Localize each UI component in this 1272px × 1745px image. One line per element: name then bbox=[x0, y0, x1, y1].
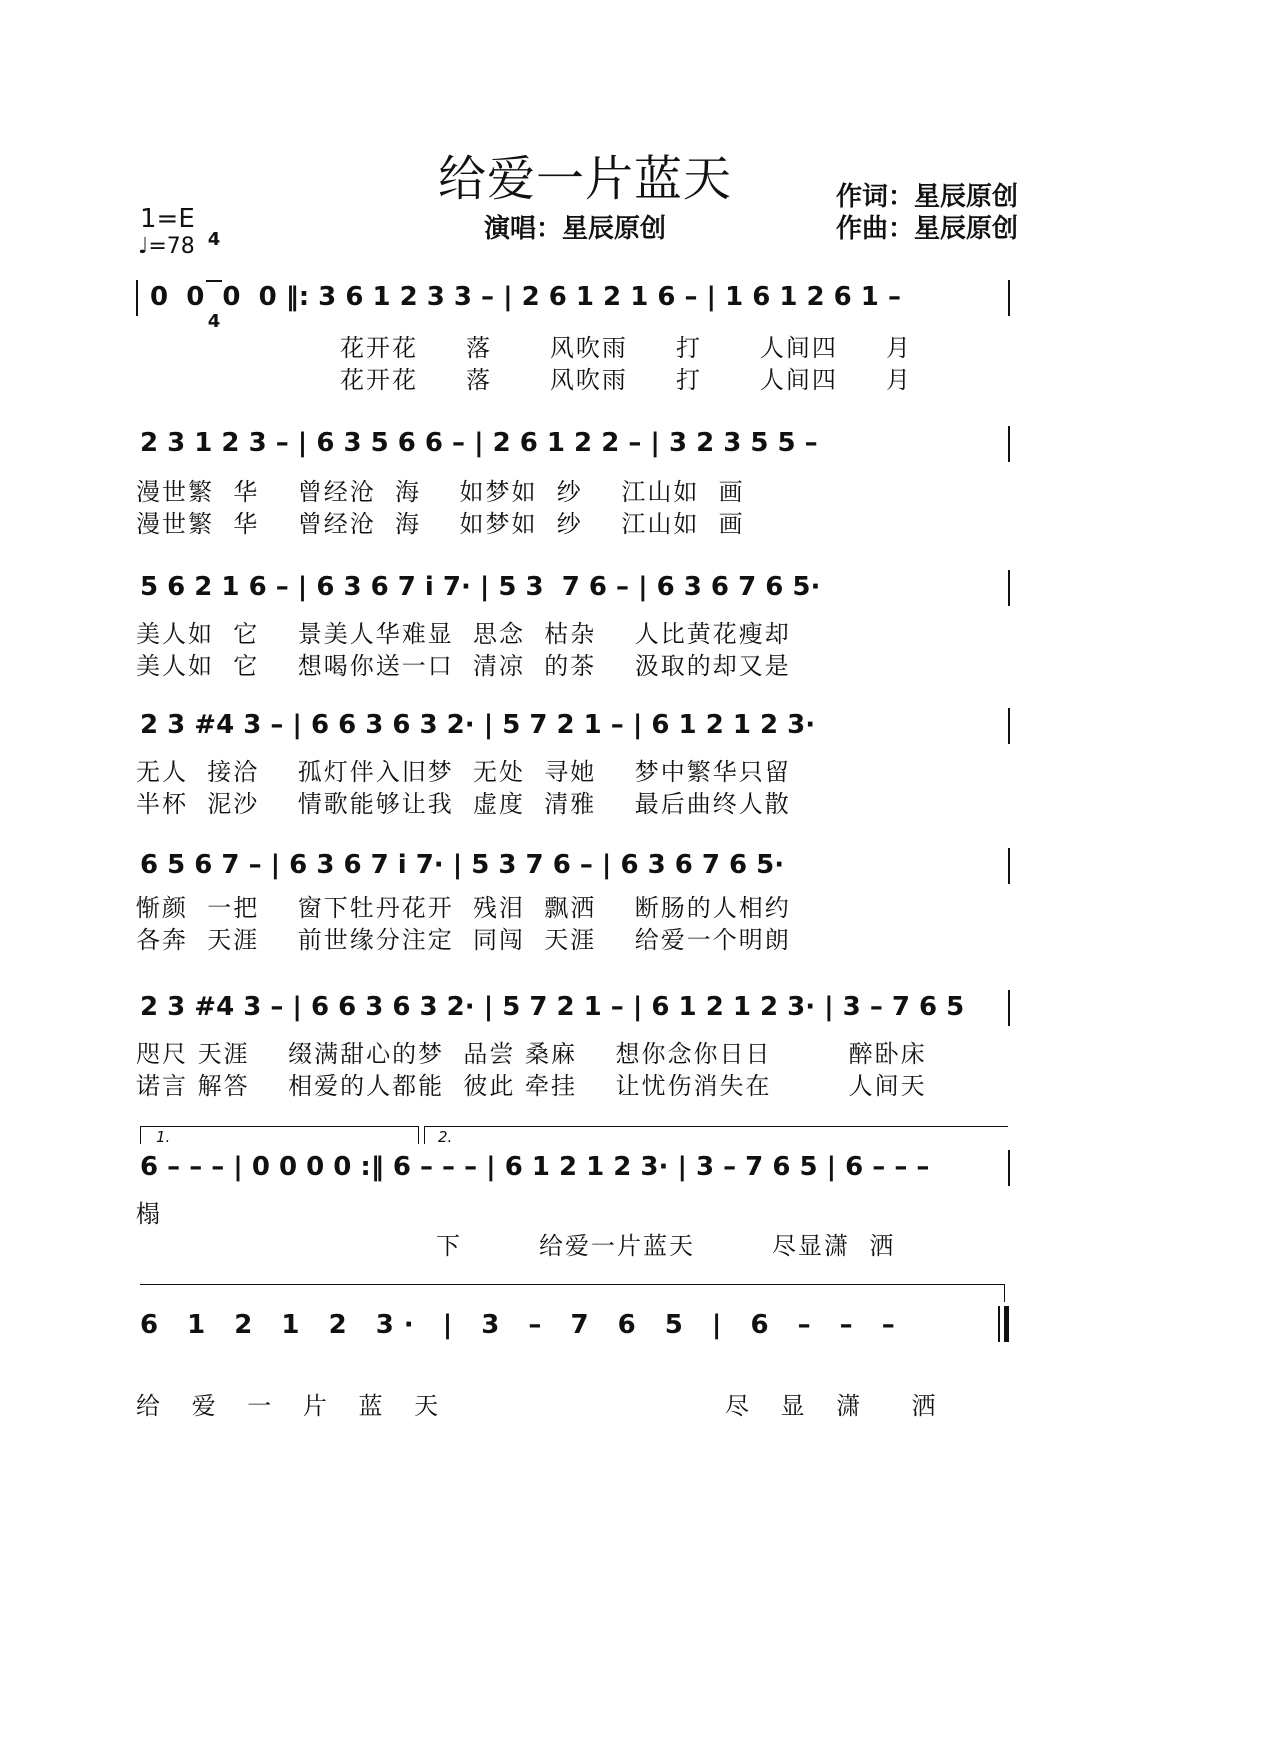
barline bbox=[136, 280, 138, 316]
lyric-verse2-line-5: 各奔 天涯 前世缘分注定 同闯 天涯 给爱一个明朗 bbox=[136, 926, 791, 954]
notation-line-4: 2 3 #4 3 – | 6 6 3 6 3 2· | 5 7 2 1 – | 6 1 2 1 2 3· bbox=[140, 710, 816, 740]
barline bbox=[1008, 570, 1010, 606]
volta-bracket-1-left bbox=[140, 1126, 141, 1144]
time-signature-bottom: 4 bbox=[207, 311, 221, 332]
lyric-verse2-line-2: 漫世繁 华 曾经沧 海 如梦如 纱 江山如 画 bbox=[136, 510, 745, 538]
lyric-verse2-line-7: 下 给爱一片蓝天 尽显潇 洒 bbox=[436, 1232, 896, 1260]
barline bbox=[1008, 990, 1010, 1026]
time-signature-top: 4 bbox=[207, 229, 221, 250]
notation-line-6: 2 3 #4 3 – | 6 6 3 6 3 2· | 5 7 2 1 – | 6 1 2 1 2 3· | 3 – 7 6 5 bbox=[140, 992, 965, 1022]
notation-line-2: 2 3 1 2 3 – | 6 3 5 6 6 – | 2 6 1 2 2 – | 3 2 3 5 5 – bbox=[140, 428, 818, 458]
notation-line-1: 0 0 0 0 ‖: 3 6 1 2 3 3 – | 2 6 1 2 1 6 – | 1 6 1 2 6 1 – bbox=[150, 282, 901, 312]
tempo-marking: ♩=78 bbox=[138, 234, 195, 259]
key-signature: 1=E bbox=[140, 204, 195, 234]
lyric-verse1-line-4: 无人 接洽 孤灯伴入旧梦 无处 寻她 梦中繁华只留 bbox=[136, 758, 791, 786]
notation-line-7: 6 – – – | 0 0 0 0 :‖ 6 – – – | 6 1 2 1 2 3· | 3 – 7 6 5 | 6 – – – bbox=[140, 1152, 930, 1182]
lyric-verse1-line-6: 咫尺 天涯 缀满甜心的梦 品尝 桑麻 想你念你日日 醉卧床 bbox=[136, 1040, 927, 1068]
lyric-verse1-line-3: 美人如 它 景美人华难显 思念 枯杂 人比黄花瘦却 bbox=[136, 620, 791, 648]
lyricist-credit: 作词：星辰原创 bbox=[836, 182, 1019, 212]
barline bbox=[1008, 1150, 1010, 1186]
lyric-verse1-line-1: 花开花 落 风吹雨 打 人间四 月 bbox=[340, 334, 912, 362]
lyric-verse1-line-5: 惭颜 一把 窗下牡丹花开 残泪 飘洒 断肠的人相约 bbox=[136, 894, 791, 922]
final-barline-thick bbox=[1004, 1306, 1009, 1342]
coda-bracket bbox=[140, 1284, 1004, 1285]
notation-line-3: 5 6 2 1 6 – | 6 3 6 7 i 7· | 5 3 7 6 – | 6 3 6 7 6 5· bbox=[140, 572, 821, 602]
volta-bracket-2-left bbox=[424, 1126, 425, 1144]
singer-credit: 演唱：星辰原创 bbox=[484, 214, 667, 244]
barline bbox=[1008, 280, 1010, 316]
barline bbox=[1008, 708, 1010, 744]
barline bbox=[1008, 426, 1010, 462]
lyric-verse2-line-4: 半杯 泥沙 情歌能够让我 虚度 清雅 最后曲终人散 bbox=[136, 790, 791, 818]
volta-bracket-1 bbox=[140, 1126, 418, 1127]
time-signature bbox=[206, 200, 222, 346]
volta-2-label: 2. bbox=[438, 1128, 453, 1146]
song-title: 给爱一片蓝天 bbox=[438, 151, 733, 207]
volta-1-label: 1. bbox=[156, 1128, 171, 1146]
barline bbox=[1008, 848, 1010, 884]
volta-bracket-1-right bbox=[418, 1126, 419, 1144]
coda-bracket-right bbox=[1004, 1284, 1005, 1302]
lyric-verse2-line-3: 美人如 它 想喝你送一口 清凉 的茶 汲取的却又是 bbox=[136, 652, 791, 680]
volta-bracket-2 bbox=[424, 1126, 1008, 1127]
lyric-verse2-line-6: 诺言 解答 相爱的人都能 彼此 牵挂 让忧伤消失在 人间天 bbox=[136, 1072, 927, 1100]
lyric-verse1-line-7: 榻 bbox=[136, 1200, 162, 1228]
notation-line-5: 6 5 6 7 – | 6 3 6 7 i 7· | 5 3 7 6 – | 6 3 6 7 6 5· bbox=[140, 850, 785, 880]
composer-credit: 作曲：星辰原创 bbox=[836, 214, 1019, 244]
lyric-line-8: 给 爱 一 片 蓝 天 尽 显 潇 洒 bbox=[136, 1392, 948, 1420]
notation-line-8: 6 1 2 1 2 3· | 3 – 7 6 5 | 6 – – – bbox=[140, 1310, 905, 1340]
final-barline-thin bbox=[998, 1306, 1000, 1342]
lyric-verse1-line-2: 漫世繁 华 曾经沧 海 如梦如 纱 江山如 画 bbox=[136, 478, 745, 506]
lyric-verse2-line-1: 花开花 落 风吹雨 打 人间四 月 bbox=[340, 366, 912, 394]
